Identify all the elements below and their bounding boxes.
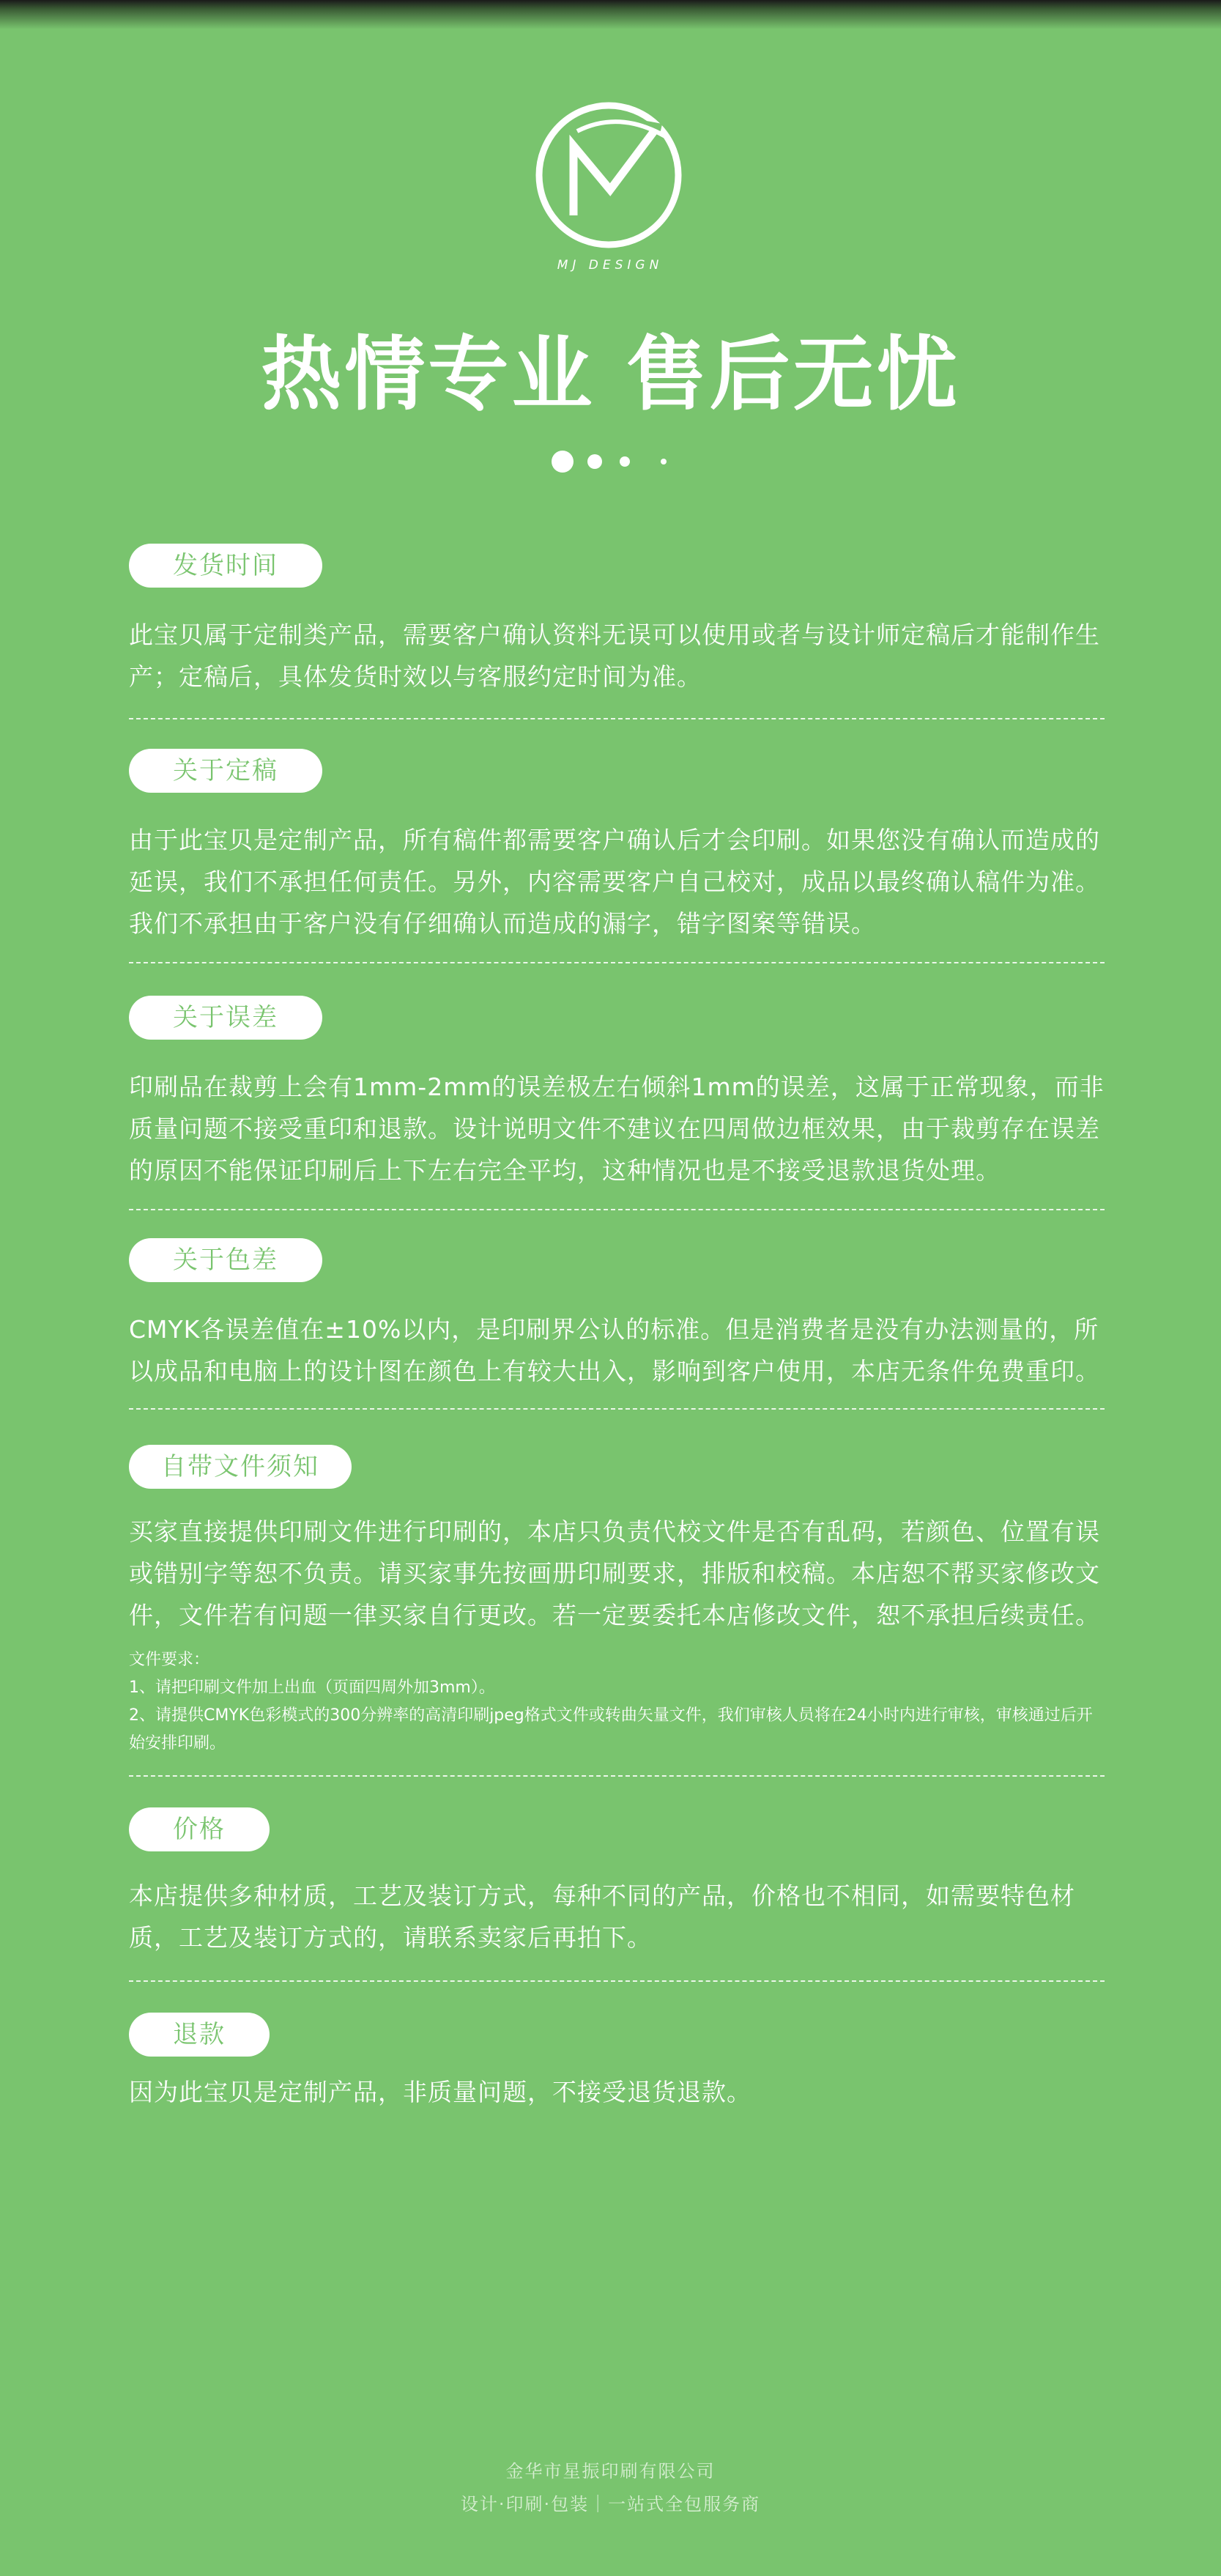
section-body: 印刷品在裁剪上会有1mm-2mm的误差极左右倾斜1mm的误差，这属于正常现象，而非质量问题不接受重印和退款。设计说明文件不建议在四周做边框效果，由于裁剪存在误差的原因不能保证印刷后上下左右完全平均，这种情况也是不接受退款退货处理。 xyxy=(129,1073,1105,1185)
section-title-pill: 退款 xyxy=(129,2013,270,2057)
file-requirement-item: 2、请提供CMYK色彩模式的300分辨率的高清印刷jpeg格式文件或转曲矢量文件，我们审核人员将在24小时内进行审核，审核通过后开始安排印刷。 xyxy=(129,1706,1093,1753)
mj-design-logo-icon xyxy=(533,98,687,274)
footer-services: 设计·印刷·包装｜一站式全包服务商 xyxy=(460,2494,761,2514)
file-requirement-item: 1、请把印刷文件加上出血（页面四周外加3mm）。 xyxy=(129,1679,495,1697)
page-headline: 热情专业 售后无忧 xyxy=(261,327,960,421)
section-title-pill: 价格 xyxy=(129,1807,270,1851)
dot-1 xyxy=(552,451,574,473)
section-body: 此宝贝属于定制类产品，需要客户确认资料无误可以使用或者与设计师定稿后才能制作生产；定稿后，具体发货时效以与客服约定时间为准。 xyxy=(129,621,1100,691)
file-requirements-heading: 文件要求： xyxy=(129,1651,210,1669)
section-final-draft xyxy=(129,749,1105,944)
section-tolerance xyxy=(129,996,1105,1191)
top-shadow xyxy=(0,0,1221,29)
dashed-divider xyxy=(129,1980,1105,1982)
footer-company-name: 金华市星振印刷有限公司 xyxy=(505,2461,716,2481)
section-title-pill: 关于误差 xyxy=(129,996,322,1040)
file-requirements xyxy=(129,1646,1105,1758)
carousel-dots xyxy=(546,445,678,472)
brand-name: MJ DESIGN xyxy=(557,258,664,273)
section-price xyxy=(129,1807,1105,1958)
policy-content xyxy=(129,544,1105,2113)
section-body: 由于此宝贝是定制产品，所有稿件都需要客户确认后才会印刷。如果您没有确认而造成的延误，我们不承担任何责任。另外，内容需要客户自己校对，成品以最终确认稿件为准。我们不承担由于客户没有仔细确认而造成的漏字，错字图案等错误。 xyxy=(129,826,1100,938)
section-title-pill: 发货时间 xyxy=(129,544,322,588)
section-body: 因为此宝贝是定制产品，非质量问题，不接受退货退款。 xyxy=(129,2078,751,2106)
dashed-divider xyxy=(129,962,1105,963)
section-title-pill: 自带文件须知 xyxy=(129,1445,352,1489)
dashed-divider xyxy=(129,718,1105,719)
section-body: 本店提供多种材质，工艺及装订方式，每种不同的产品，价格也不相同，如需要特色材质，工艺及装订方式的，请联系卖家后再拍下。 xyxy=(129,1881,1075,1952)
dot-2 xyxy=(587,454,602,469)
dashed-divider xyxy=(129,1209,1105,1210)
dot-4 xyxy=(661,459,667,465)
section-title-pill: 关于定稿 xyxy=(129,749,322,793)
section-shipping-time xyxy=(129,544,1105,697)
section-own-files xyxy=(129,1445,1105,1758)
section-body: CMYK各误差值在±10%以内，是印刷界公认的标准。但是消费者是没有办法测量的，所以成品和电脑上的设计图在颜色上有较大出入，影响到客户使用，本店无条件免费重印。 xyxy=(129,1315,1100,1385)
section-color-difference xyxy=(129,1238,1105,1392)
dashed-divider xyxy=(129,1408,1105,1410)
section-body: 买家直接提供印刷文件进行印刷的，本店只负责代校文件是否有乱码，若颜色、位置有误或错别字等恕不负责。请买家事先按画册印刷要求，排版和校稿。本店恕不帮买家修改文件，文件若有问题一律买家自行更改。若一定要委托本店修改文件，恕不承担后续责任。 xyxy=(129,1517,1100,1629)
section-title-pill: 关于色差 xyxy=(129,1238,322,1282)
dot-3 xyxy=(620,456,630,467)
dashed-divider xyxy=(129,1775,1105,1777)
section-refund xyxy=(129,2013,1105,2113)
